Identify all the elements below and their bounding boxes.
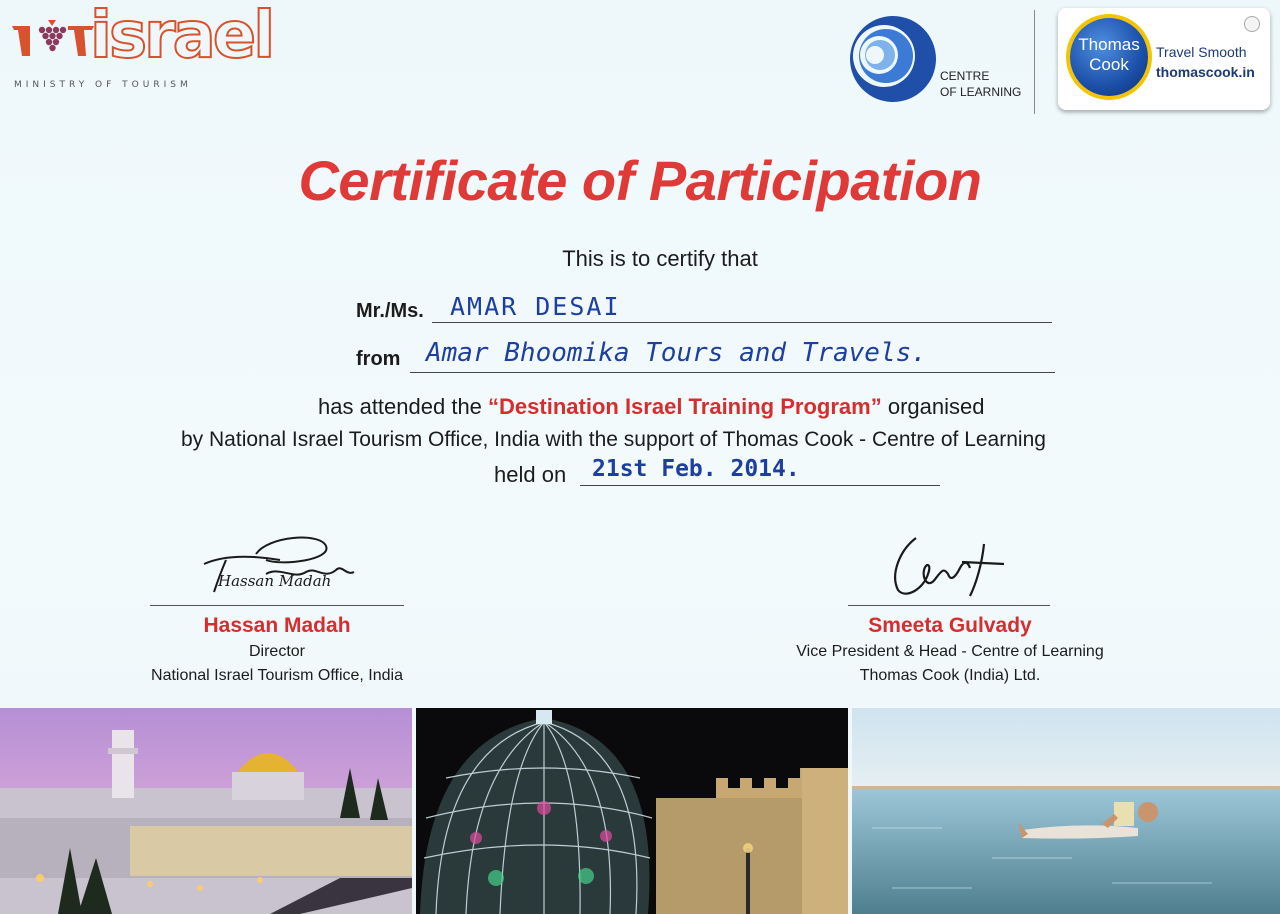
pin-icon: [1244, 16, 1260, 32]
participant-name: AMAR DESAI: [450, 292, 621, 321]
photo-jerusalem-old-city: [0, 708, 412, 914]
thomas-cook-logo: [1058, 8, 1270, 110]
left-signer-org: National Israel Tourism Office, India: [151, 667, 403, 684]
right-signature-line: [848, 605, 1050, 606]
program-name: “Destination Israel Training Program”: [488, 394, 882, 419]
israel-tourism-logo: [8, 0, 273, 96]
participant-company: Amar Bhoomika Tours and Travels.: [426, 338, 927, 368]
israel-wordmark: israel: [90, 0, 273, 73]
tc-line-1: Thomas: [1078, 35, 1140, 54]
right-signer-name: Smeeta Gulvady: [868, 614, 1032, 637]
left-signature-line: [150, 605, 404, 606]
photo-dead-sea-floating: [852, 708, 1280, 914]
col-line-2: OF LEARNING: [940, 85, 1022, 99]
held-label: held on: [494, 462, 567, 487]
swirl-circle-icon: [848, 14, 938, 104]
held-date: 21st Feb. 2014.: [592, 456, 800, 482]
right-signature-scribble: [884, 534, 1024, 604]
right-signer-title: Vice President & Head - Centre of Learning: [796, 643, 1104, 660]
left-signature-scribble: [196, 530, 366, 600]
tc-url: thomascook.in: [1156, 64, 1255, 80]
centre-of-learning-text: [940, 68, 1021, 100]
left-signer-name: Hassan Madah: [203, 614, 351, 637]
thomas-cook-globe-icon: [1070, 18, 1148, 96]
col-line-1: CENTRE: [940, 69, 990, 83]
attended-pre: has attended the: [318, 394, 482, 419]
attended-post: organised: [887, 394, 985, 419]
right-signer-details: [760, 640, 1140, 688]
ministry-tagline: MINISTRY OF TOURISM: [14, 80, 192, 90]
from-underline: [410, 372, 1055, 373]
centre-of-learning-logo: [848, 14, 1038, 114]
from-label: from: [356, 348, 401, 370]
right-signer-org: Thomas Cook (India) Ltd.: [859, 667, 1041, 684]
name-label: Mr./Ms.: [356, 300, 424, 322]
attended-line: [318, 394, 984, 420]
photo-light-festival-dome: [416, 708, 848, 914]
logo-divider: [1034, 10, 1035, 114]
left-signer-title: Director: [248, 643, 305, 660]
left-signer-details: [100, 640, 454, 688]
tc-line-2: Cook: [1089, 55, 1129, 74]
certify-line: This is to certify that: [562, 246, 758, 271]
name-underline: [432, 322, 1052, 323]
support-line: by National Israel Tourism Office, India with the support of Thomas Cook - Centre of Learning: [181, 428, 1046, 451]
tc-slogan: Travel Smooth: [1156, 44, 1247, 60]
svg-text:Hassan Madah: Hassan Madah: [218, 572, 332, 590]
held-underline: [580, 485, 940, 486]
certificate-title: Certificate of Participation: [298, 149, 982, 212]
israel-grapes-icon: [8, 16, 98, 76]
